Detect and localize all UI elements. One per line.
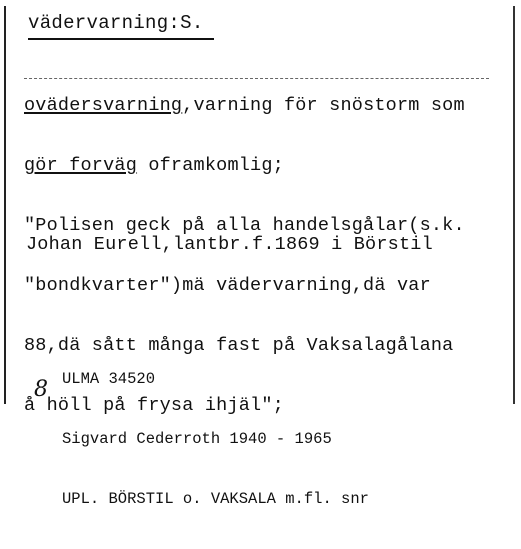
- quote-line: "Polisen geck på alla handelsgålar(s.k.: [24, 215, 465, 236]
- archive-number: ULMA 34520: [62, 370, 156, 388]
- dashed-rule: [24, 78, 489, 79]
- definition-line-2: gör forväg oframkomlig;: [24, 155, 284, 176]
- card-right-edge: [513, 6, 515, 404]
- headword-underline: [28, 38, 214, 40]
- informant-line: Johan Eurell,lantbr.f.1869 i Börstil: [26, 234, 433, 255]
- location: UPL. BÖRSTIL o. VAKSALA m.fl. snr: [62, 490, 369, 508]
- definition-term: ovädersvarning: [24, 95, 183, 116]
- card-number: 8: [34, 377, 48, 402]
- quote-line: "bondkvarter")mä vädervarning,dä var: [24, 275, 431, 296]
- archive-footer: [62, 329, 369, 549]
- collector: Sigvard Cederroth 1940 - 1965: [62, 430, 332, 448]
- definition-term-2: gör forväg: [24, 155, 138, 176]
- quote-line: å höll på frysa ihjäl";: [24, 395, 284, 416]
- headword: vädervarning:S.: [28, 12, 204, 34]
- definition-line-1: ovädersvarning,varning för snöstorm som: [24, 95, 465, 116]
- card-left-edge: [4, 6, 6, 404]
- quote-line: 88,dä sått många fast på Vaksalagålana: [24, 335, 454, 356]
